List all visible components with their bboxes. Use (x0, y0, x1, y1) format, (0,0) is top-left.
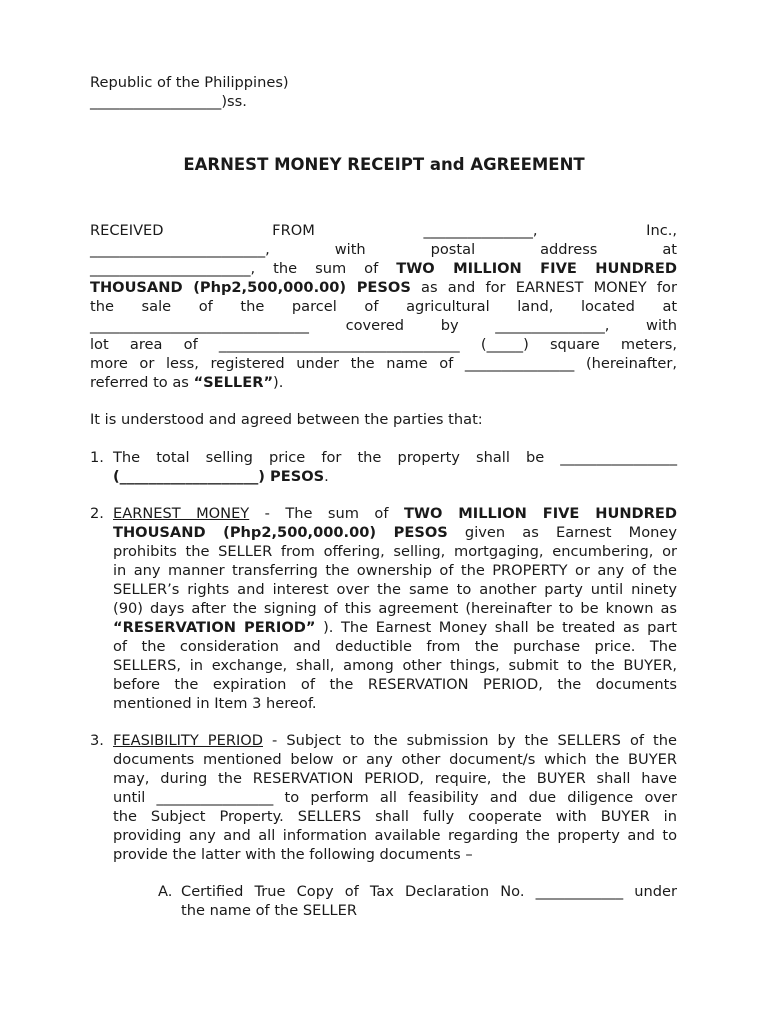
text-segment: more or less, registered under the name of _______________ (hereinafter, (90, 355, 677, 372)
item-line (113, 467, 677, 486)
text-segment: with (334, 241, 366, 258)
text-segment: providing any and all information available regarding the property and to (113, 827, 677, 844)
text-segment: until ________________ to perform all feasibility and due diligence over (113, 789, 677, 806)
item-line (113, 769, 677, 788)
text-segment: TWO MILLION FIVE HUNDRED (403, 505, 677, 522)
text-segment: in any manner transferring the ownership of the PROPERTY or any of the (113, 562, 677, 579)
text-segment: FEASIBILITY PERIOD (113, 732, 263, 749)
text-segment: may, during the RESERVATION PERIOD, require, the BUYER shall have (113, 770, 677, 787)
text-segment: agricultural (406, 298, 490, 315)
understood-statement: It is understood and agreed between the parties that: (90, 411, 483, 428)
text-segment: the (90, 298, 114, 315)
text-segment: The total selling price for the property shall be ________________ (113, 449, 677, 466)
text-segment: SELLER’s rights and interest over the same to another party until ninety (113, 581, 677, 598)
text-segment: SELLERS, in exchange, shall, among other things, submit to the BUYER, (113, 657, 677, 674)
text-segment: address (540, 241, 598, 258)
subitem-marker: A. (158, 883, 173, 900)
text-segment: “SELLER” (193, 374, 274, 391)
text-segment: parcel (291, 298, 337, 315)
text-segment: . (324, 468, 329, 485)
text-segment: Inc., (646, 222, 678, 239)
text-segment: referred to as (90, 374, 194, 391)
text-segment: - Subject to the submission by the SELLERS of the (263, 732, 678, 749)
text-segment: prohibits the SELLER from offering, selling, mortgaging, encumbering, or (113, 543, 677, 560)
text-segment: RECEIVED (90, 222, 164, 239)
item-line (113, 826, 677, 845)
text-segment: as and for EARNEST MONEY for (410, 279, 677, 296)
item-line (113, 504, 677, 523)
caption-republic: Republic of the Philippines) (90, 74, 289, 91)
text-segment: located (580, 298, 635, 315)
text-segment: THOUSAND (Php2,500,000.00) PESOS (90, 279, 411, 296)
subitem-line (181, 901, 677, 920)
text-segment: given as Earnest Money (447, 524, 677, 541)
text-segment: mentioned in Item 3 hereof. (113, 695, 317, 712)
text-segment: ________________________, (90, 241, 270, 258)
text-segment: (___________________) PESOS (113, 468, 325, 485)
text-segment: of (198, 298, 213, 315)
text-segment: the Subject Property. SELLERS shall fully cooperate with BUYER in (113, 808, 677, 825)
text-segment: documents mentioned below or any other document/s which the BUYER (113, 751, 677, 768)
text-segment: FROM (272, 222, 315, 239)
text-segment: provide the latter with the following documents – (113, 846, 473, 863)
text-segment: of the consideration and deductible from the purchase price. The (113, 638, 677, 655)
text-segment: ). (273, 374, 284, 391)
text-segment: - The sum of (249, 505, 404, 522)
item-line (113, 580, 677, 599)
item-line (113, 561, 677, 580)
text-segment: Certified True Copy of Tax Declaration No. ____________ under (181, 883, 677, 900)
item-line (113, 845, 677, 864)
intro-line (90, 316, 677, 335)
item-number: 1. (90, 449, 104, 466)
text-segment: the (240, 298, 265, 315)
intro-line (90, 278, 677, 297)
item-number: 2. (90, 505, 104, 522)
text-segment: before the expiration of the RESERVATION PERIOD, the documents (113, 676, 677, 693)
subitem-line (181, 882, 677, 901)
text-segment: _______________, (423, 222, 538, 239)
item-line (113, 694, 677, 713)
text-segment: ______________________, the sum of (90, 260, 397, 277)
item-line (113, 599, 677, 618)
item-number: 3. (90, 732, 104, 749)
text-segment: TWO MILLION FIVE HUNDRED (396, 260, 677, 277)
text-segment: land, (517, 298, 554, 315)
item-line (113, 807, 677, 826)
text-segment: sale (141, 298, 172, 315)
item-line (113, 637, 677, 656)
document-title: EARNEST MONEY RECEIPT and AGREEMENT (183, 155, 585, 174)
caption-ss: __________________)ss. (90, 93, 247, 110)
text-segment: THOUSAND (Php2,500,000.00) PESOS (113, 524, 448, 541)
item-line (113, 656, 677, 675)
item-line (113, 788, 677, 807)
text-segment: of (364, 298, 379, 315)
text-segment: (90) days after the signing of this agreement (hereinafter to be known as (113, 600, 677, 617)
item-line (113, 523, 677, 542)
item-line (113, 731, 677, 750)
text-segment: the name of the SELLER (181, 902, 358, 919)
text-segment: EARNEST MONEY (113, 505, 250, 522)
text-segment: ______________________________ covered by _______________, with (90, 317, 677, 334)
item-line (113, 675, 677, 694)
intro-line (90, 335, 677, 354)
item-line (113, 542, 677, 561)
text-segment: postal (430, 241, 476, 258)
text-segment: ). The Earnest Money shall be treated as part (323, 619, 678, 636)
intro-line (90, 373, 677, 392)
item-line (113, 750, 677, 769)
intro-line (90, 240, 677, 259)
intro-line (90, 354, 677, 373)
text-segment: lot area of _________________________________ (_____) square meters, (90, 336, 677, 353)
text-segment: at (662, 241, 678, 258)
text-segment: “RESERVATION PERIOD” (113, 619, 316, 636)
text-segment: at (662, 298, 678, 315)
item-line (113, 448, 677, 467)
intro-line (90, 297, 677, 316)
item-line (113, 618, 677, 637)
intro-line (90, 259, 677, 278)
intro-line (90, 221, 677, 240)
